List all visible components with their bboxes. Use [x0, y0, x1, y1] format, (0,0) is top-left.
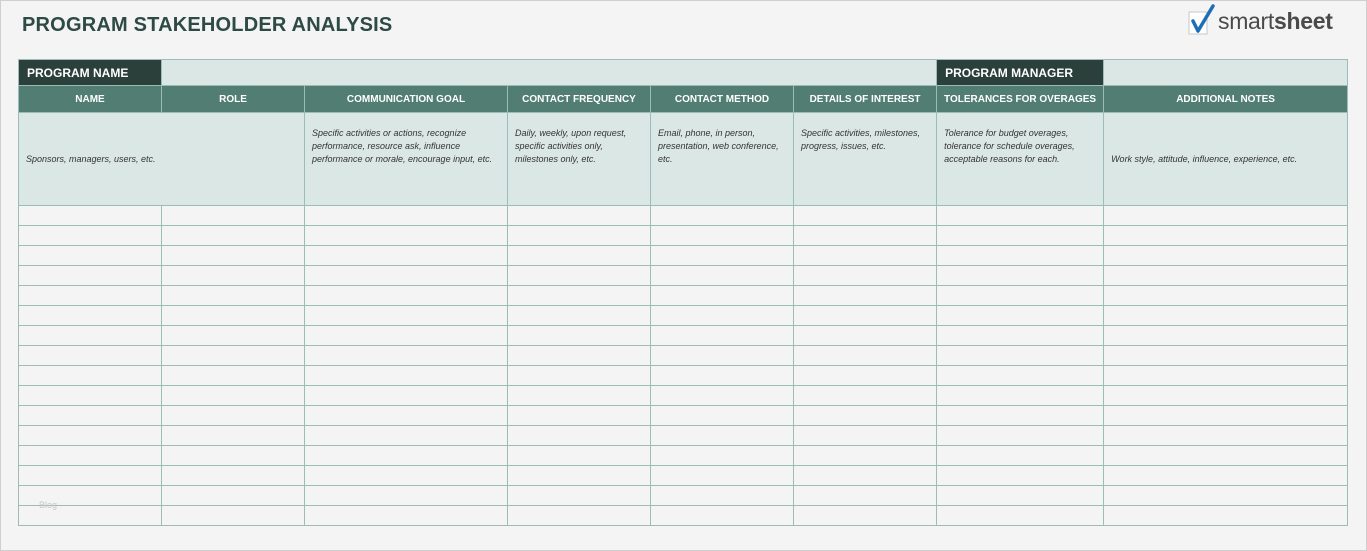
cell-name[interactable] [19, 206, 162, 226]
example-details-of-interest: Specific activities, milestones, progress, issues, etc. [794, 113, 937, 206]
cell-tolerances[interactable] [937, 426, 1104, 446]
cell-additional-notes[interactable] [1104, 346, 1348, 366]
table-row [19, 206, 1348, 226]
cell-tolerances[interactable] [937, 486, 1104, 506]
cell-role[interactable] [162, 246, 305, 266]
cell-additional-notes[interactable] [1104, 386, 1348, 406]
program-name-label: PROGRAM NAME [19, 60, 162, 86]
smartsheet-logo [1188, 3, 1333, 39]
cell-role[interactable] [162, 446, 305, 466]
watermark-text: Blog [39, 500, 58, 510]
cell-contact-frequency[interactable] [508, 366, 651, 386]
cell-role[interactable] [162, 266, 305, 286]
program-info-row [19, 60, 1348, 86]
cell-communication-goal[interactable] [305, 386, 508, 406]
column-header-contact-method: CONTACT METHOD [651, 86, 794, 113]
cell-name[interactable] [19, 246, 162, 266]
table-row [19, 246, 1348, 266]
cell-contact-method[interactable] [651, 386, 794, 406]
table-row [19, 446, 1348, 466]
cell-contact-frequency[interactable] [508, 266, 651, 286]
cell-communication-goal[interactable] [305, 426, 508, 446]
cell-name[interactable] [19, 306, 162, 326]
cell-contact-frequency[interactable] [508, 466, 651, 486]
cell-tolerances[interactable] [937, 286, 1104, 306]
cell-tolerances[interactable] [937, 446, 1104, 466]
stakeholder-table [18, 59, 1348, 526]
cell-contact-method[interactable] [651, 266, 794, 286]
cell-tolerances[interactable] [937, 346, 1104, 366]
cell-name[interactable] [19, 366, 162, 386]
cell-details-of-interest[interactable] [794, 386, 937, 406]
cell-contact-frequency[interactable] [508, 506, 651, 526]
cell-contact-method[interactable] [651, 286, 794, 306]
cell-communication-goal[interactable] [305, 486, 508, 506]
cell-role[interactable] [162, 286, 305, 306]
example-name-role: Sponsors, managers, users, etc. [19, 113, 305, 206]
table-row [19, 386, 1348, 406]
cell-details-of-interest[interactable] [794, 346, 937, 366]
cell-role[interactable] [162, 206, 305, 226]
cell-role[interactable] [162, 466, 305, 486]
cell-contact-frequency[interactable] [508, 306, 651, 326]
cell-tolerances[interactable] [937, 266, 1104, 286]
cell-communication-goal[interactable] [305, 266, 508, 286]
cell-name[interactable] [19, 466, 162, 486]
cell-role[interactable] [162, 346, 305, 366]
cell-role[interactable] [162, 406, 305, 426]
cell-communication-goal[interactable] [305, 346, 508, 366]
cell-tolerances[interactable] [937, 366, 1104, 386]
checkmark-icon [1188, 4, 1216, 38]
cell-name[interactable] [19, 266, 162, 286]
example-contact-frequency: Daily, weekly, upon request, specific activities only, milestones only, etc. [508, 113, 651, 206]
cell-name[interactable] [19, 446, 162, 466]
cell-contact-frequency[interactable] [508, 386, 651, 406]
example-additional-notes: Work style, attitude, influence, experience, etc. [1104, 113, 1348, 206]
table-row [19, 426, 1348, 446]
cell-details-of-interest[interactable] [794, 446, 937, 466]
cell-contact-method[interactable] [651, 486, 794, 506]
cell-name[interactable] [19, 426, 162, 446]
cell-additional-notes[interactable] [1104, 246, 1348, 266]
logo-wordmark-light: smart [1218, 7, 1275, 34]
cell-contact-method[interactable] [651, 226, 794, 246]
cell-additional-notes[interactable] [1104, 266, 1348, 286]
cell-details-of-interest[interactable] [794, 366, 937, 386]
cell-contact-method[interactable] [651, 406, 794, 426]
cell-tolerances[interactable] [937, 466, 1104, 486]
column-header-communication-goal: COMMUNICATION GOAL [305, 86, 508, 113]
cell-name[interactable] [19, 226, 162, 246]
cell-role[interactable] [162, 386, 305, 406]
cell-tolerances[interactable] [937, 306, 1104, 326]
cell-additional-notes[interactable] [1104, 426, 1348, 446]
cell-details-of-interest[interactable] [794, 206, 937, 226]
logo-wordmark [1218, 8, 1333, 35]
cell-contact-frequency[interactable] [508, 346, 651, 366]
cell-contact-frequency[interactable] [508, 326, 651, 346]
cell-role[interactable] [162, 326, 305, 346]
cell-details-of-interest[interactable] [794, 486, 937, 506]
cell-contact-method[interactable] [651, 326, 794, 346]
table-row [19, 466, 1348, 486]
cell-tolerances[interactable] [937, 326, 1104, 346]
cell-role[interactable] [162, 426, 305, 446]
cell-contact-frequency[interactable] [508, 426, 651, 446]
program-manager-field[interactable] [1104, 60, 1348, 86]
cell-contact-method[interactable] [651, 446, 794, 466]
cell-details-of-interest[interactable] [794, 406, 937, 426]
column-header-contact-frequency: CONTACT FREQUENCY [508, 86, 651, 113]
cell-tolerances[interactable] [937, 406, 1104, 426]
example-row [19, 113, 1348, 206]
column-header-tolerances: TOLERANCES FOR OVERAGES [937, 86, 1104, 113]
cell-details-of-interest[interactable] [794, 306, 937, 326]
cell-tolerances[interactable] [937, 386, 1104, 406]
cell-communication-goal[interactable] [305, 326, 508, 346]
cell-additional-notes[interactable] [1104, 406, 1348, 426]
cell-contact-frequency[interactable] [508, 286, 651, 306]
cell-details-of-interest[interactable] [794, 266, 937, 286]
column-header-role: ROLE [162, 86, 305, 113]
table-row [19, 346, 1348, 366]
cell-name[interactable] [19, 326, 162, 346]
cell-additional-notes[interactable] [1104, 326, 1348, 346]
example-communication-goal: Specific activities or actions, recognize performance, resource ask, influence performance or morale, encourage input, etc. [305, 113, 508, 206]
cell-contact-method[interactable] [651, 306, 794, 326]
cell-name[interactable] [19, 346, 162, 366]
table-row [19, 366, 1348, 386]
page-title: PROGRAM STAKEHOLDER ANALYSIS [22, 14, 393, 36]
cell-name[interactable] [19, 406, 162, 426]
cell-communication-goal[interactable] [305, 406, 508, 426]
column-header-details-of-interest: DETAILS OF INTEREST [794, 86, 937, 113]
example-contact-method: Email, phone, in person, presentation, web conference, etc. [651, 113, 794, 206]
logo-wordmark-bold: sheet [1274, 7, 1333, 34]
example-tolerances: Tolerance for budget overages, tolerance for schedule overages, acceptable reasons for each. [937, 113, 1104, 206]
cell-details-of-interest[interactable] [794, 226, 937, 246]
cell-contact-method[interactable] [651, 206, 794, 226]
cell-role[interactable] [162, 226, 305, 246]
table-row [19, 306, 1348, 326]
cell-additional-notes[interactable] [1104, 226, 1348, 246]
cell-details-of-interest[interactable] [794, 286, 937, 306]
cell-additional-notes[interactable] [1104, 466, 1348, 486]
cell-role[interactable] [162, 506, 305, 526]
cell-contact-frequency[interactable] [508, 406, 651, 426]
cell-name[interactable] [19, 286, 162, 306]
cell-additional-notes[interactable] [1104, 286, 1348, 306]
column-header-name: NAME [19, 86, 162, 113]
table-row [19, 326, 1348, 346]
cell-additional-notes[interactable] [1104, 306, 1348, 326]
cell-additional-notes[interactable] [1104, 506, 1348, 526]
cell-communication-goal[interactable] [305, 246, 508, 266]
table-row [19, 286, 1348, 306]
cell-details-of-interest[interactable] [794, 246, 937, 266]
cell-role[interactable] [162, 486, 305, 506]
column-header-row [19, 86, 1348, 113]
cell-tolerances[interactable] [937, 246, 1104, 266]
program-manager-label: PROGRAM MANAGER [937, 60, 1104, 86]
cell-contact-method[interactable] [651, 466, 794, 486]
cell-contact-frequency[interactable] [508, 206, 651, 226]
cell-contact-method[interactable] [651, 246, 794, 266]
cell-additional-notes[interactable] [1104, 446, 1348, 466]
cell-tolerances[interactable] [937, 506, 1104, 526]
cell-communication-goal[interactable] [305, 206, 508, 226]
cell-contact-method[interactable] [651, 366, 794, 386]
cell-contact-frequency[interactable] [508, 226, 651, 246]
cell-communication-goal[interactable] [305, 446, 508, 466]
cell-details-of-interest[interactable] [794, 326, 937, 346]
cell-communication-goal[interactable] [305, 306, 508, 326]
cell-contact-method[interactable] [651, 506, 794, 526]
cell-contact-method[interactable] [651, 346, 794, 366]
table-row [19, 406, 1348, 426]
cell-additional-notes[interactable] [1104, 486, 1348, 506]
cell-communication-goal[interactable] [305, 226, 508, 246]
program-name-field[interactable] [162, 60, 937, 86]
cell-name[interactable] [19, 386, 162, 406]
cell-contact-frequency[interactable] [508, 486, 651, 506]
cell-contact-frequency[interactable] [508, 246, 651, 266]
cell-additional-notes[interactable] [1104, 366, 1348, 386]
cell-communication-goal[interactable] [305, 366, 508, 386]
column-header-additional-notes: ADDITIONAL NOTES [1104, 86, 1348, 113]
cell-communication-goal[interactable] [305, 506, 508, 526]
cell-contact-frequency[interactable] [508, 446, 651, 466]
table-row [19, 226, 1348, 246]
cell-details-of-interest[interactable] [794, 426, 937, 446]
cell-tolerances[interactable] [937, 226, 1104, 246]
table-row [19, 486, 1348, 506]
cell-details-of-interest[interactable] [794, 506, 937, 526]
cell-role[interactable] [162, 366, 305, 386]
cell-details-of-interest[interactable] [794, 466, 937, 486]
cell-communication-goal[interactable] [305, 286, 508, 306]
cell-additional-notes[interactable] [1104, 206, 1348, 226]
cell-contact-method[interactable] [651, 426, 794, 446]
cell-role[interactable] [162, 306, 305, 326]
cell-tolerances[interactable] [937, 206, 1104, 226]
table-row [19, 506, 1348, 526]
table-row [19, 266, 1348, 286]
cell-communication-goal[interactable] [305, 466, 508, 486]
